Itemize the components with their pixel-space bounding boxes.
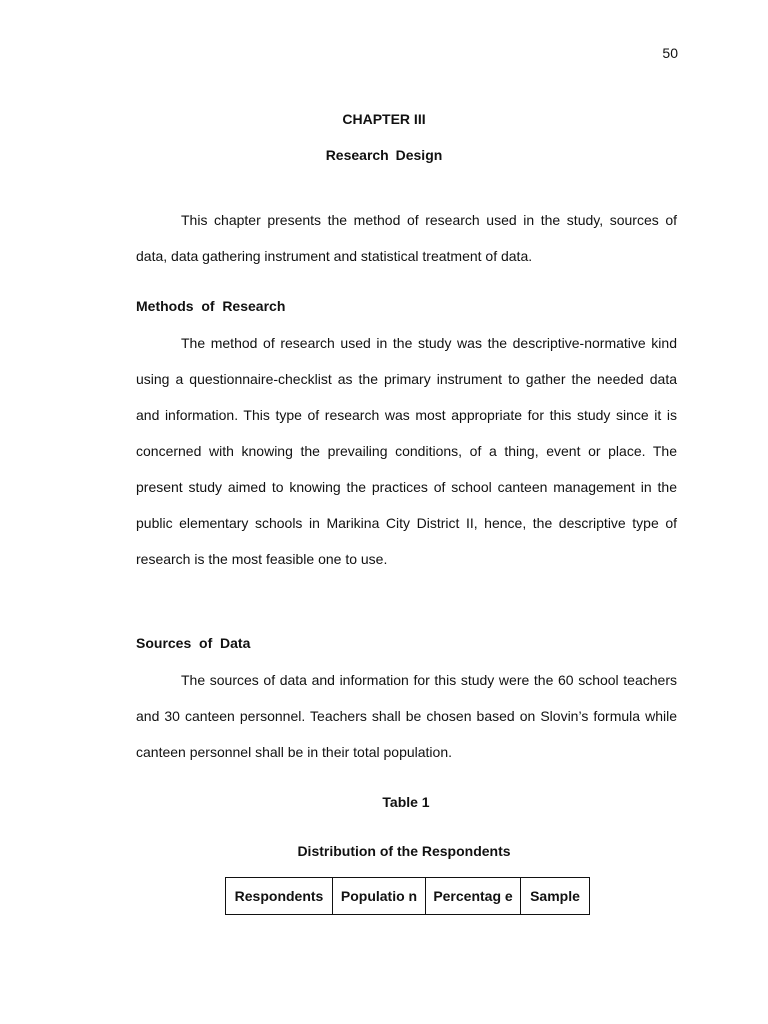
table-header-cell: Percentag e (426, 878, 521, 915)
table-label: Table 1 (382, 794, 430, 810)
sources-paragraph: The sources of data and information for this study were the 60 school teachers and 30 canteen personnel. Teachers shall be chosen based on Slovin’s formula while canteen personnel shall be in their total population. (136, 672, 677, 760)
methods-paragraph: The method of research used in the study was the descriptive-normative kind using a questionnaire-checklist as the primary instrument to gather the needed data and information. This type of research was most appropriate for this study since it is concerned with knowing the prevailing conditions, of a thing, event or place. The present study aimed to knowing the practices of school canteen management in the public elementary schools in Marikina City District II, hence, the descriptive type of research is the most feasible one to use. (136, 335, 677, 567)
methods-heading: Methods of Research (136, 298, 286, 314)
table-caption: Distribution of the Respondents (297, 843, 511, 859)
table-header-row (226, 878, 590, 915)
page-number: 50 (662, 45, 678, 61)
intro-paragraph: This chapter presents the method of research used in the study, sources of data, data gathering instrument and statistical treatment of data. (136, 212, 677, 264)
table-header-cell: Respondents (226, 878, 333, 915)
table-header-cell: Sample (521, 878, 590, 915)
chapter-title: Research Design (325, 147, 443, 163)
respondents-table (225, 877, 590, 915)
table-header-cell: Populatio n (333, 878, 426, 915)
chapter-heading: CHAPTER III (342, 111, 426, 127)
sources-heading: Sources of Data (136, 635, 251, 651)
